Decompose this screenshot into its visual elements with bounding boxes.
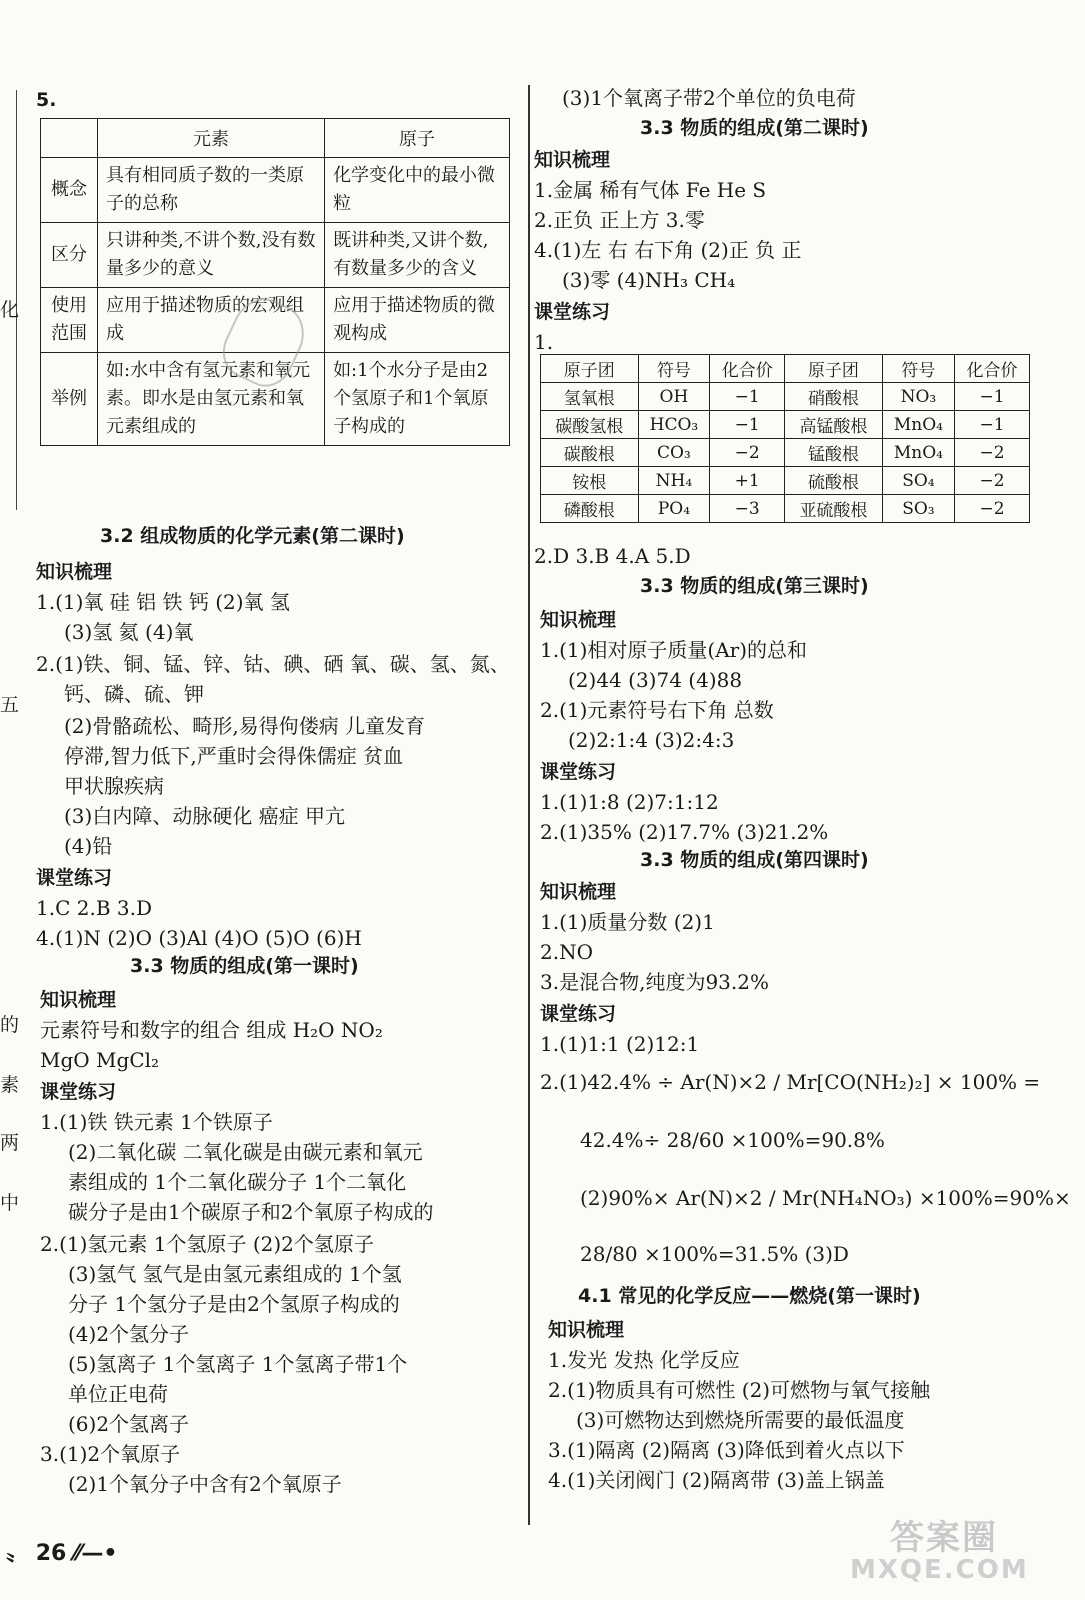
table-header-cell: 化合价	[710, 355, 785, 383]
table-cell: 锰酸根	[785, 439, 883, 467]
table-cell: +1	[710, 467, 785, 495]
answer-line: 1.(1)相对原子质量(Ar)的总和	[540, 638, 808, 662]
element-cell: 如:水中含有氢元素和氧元素。即水是由氢元素和氧元素组成的	[98, 353, 325, 446]
table-row	[541, 411, 1030, 439]
answer-line: 2.(1)42.4% ÷ Ar(N)×2 / Mr[CO(NH₂)₂] × 100% =	[540, 1070, 1041, 1094]
answer-line: 3.是混合物,纯度为93.2%	[540, 970, 769, 994]
table-header-cell: 原子团	[541, 355, 639, 383]
watermark-url: MXQE.COM	[850, 1555, 1029, 1585]
table-header-cell	[41, 119, 98, 158]
table-cell: 铵根	[541, 467, 639, 495]
table-cell: SO₃	[882, 495, 954, 523]
answer-line: (5)氢离子 1个氢离子 1个氢离子带1个	[68, 1352, 408, 1376]
row-label: 使用范围	[41, 288, 98, 353]
edge-fragment: 两	[0, 1132, 20, 1154]
answer-line: 1.(1)铁 铁元素 1个铁原子	[40, 1110, 273, 1134]
answer-line: 甲状腺疾病	[64, 774, 164, 798]
answer-line: (2)44 (3)74 (4)88	[568, 668, 743, 692]
answer-line: 4.(1)左 右 右下角 (2)正 负 正	[534, 238, 802, 262]
element-cell: 具有相同质子数的一类原子的总称	[98, 158, 325, 223]
question-5-label: 5.	[36, 89, 57, 111]
subsection-label: 知识梳理	[40, 989, 117, 1011]
section-heading: 3.3 物质的组成(第二课时)	[640, 117, 869, 139]
page-number-footer	[6, 1536, 117, 1567]
answer-line: 钙、磷、硫、钾	[64, 682, 204, 706]
answer-line: 42.4%÷ 28/60 ×100%=90.8%	[580, 1128, 885, 1152]
answer-line: 2.正负 正上方 3.零	[534, 208, 705, 232]
atom-cell: 应用于描述物质的微观构成	[325, 288, 510, 353]
answer-line: (2)90%× Ar(N)×2 / Mr(NH₄NO₃) ×100%=90%×	[580, 1186, 1071, 1210]
answer-line: (3)氢 氦 (4)氧	[64, 620, 194, 644]
answer-line: (4)铅	[64, 834, 113, 858]
subsection-label: 知识梳理	[540, 881, 617, 903]
edge-fragment: 素	[0, 1074, 20, 1096]
table-header-cell: 元素	[98, 119, 325, 158]
subsection-label: 课堂练习	[36, 867, 113, 889]
section-heading: 3.3 物质的组成(第四课时)	[640, 849, 869, 871]
answer-line: (2)二氧化碳 二氧化碳是由碳元素和氧元	[68, 1140, 423, 1164]
answer-line: 1.(1)氧 硅 铝 铁 钙 (2)氧 氢	[36, 590, 290, 614]
answer-line: (3)零 (4)NH₃ CH₄	[562, 268, 736, 292]
answer-line: 碳分子是由1个碳原子和2个氧原子构成的	[68, 1200, 434, 1224]
answer-line: MgO MgCl₂	[40, 1048, 160, 1072]
row-label: 概念	[41, 158, 98, 223]
answer-line: 1.(1)质量分数 (2)1	[540, 910, 715, 934]
answer-line: 2.(1)35% (2)17.7% (3)21.2%	[540, 820, 829, 844]
table-cell: NH₄	[638, 467, 710, 495]
answer-line: 2.D 3.B 4.A 5.D	[534, 544, 691, 568]
row-label: 区分	[41, 223, 98, 288]
page-number: 26	[35, 1541, 67, 1566]
answer-line: (3)1个氧离子带2个单位的负电荷	[562, 86, 856, 110]
table-cell: −1	[710, 383, 785, 411]
answer-line: 1.(1)1:8 (2)7:1:12	[540, 790, 719, 814]
table-cell: −1	[955, 383, 1030, 411]
edge-fragment: 的	[0, 1014, 20, 1036]
table-header-cell: 原子	[325, 119, 510, 158]
table-cell: SO₄	[882, 467, 954, 495]
subsection-label: 课堂练习	[540, 1003, 617, 1025]
answer-line: (2)1个氧分子中含有2个氧原子	[68, 1472, 342, 1496]
edge-fragment: 化	[0, 299, 20, 321]
table-header-cell: 原子团	[785, 355, 883, 383]
footer-ornament-icon: 〟	[6, 1541, 29, 1566]
table-cell: −1	[955, 411, 1030, 439]
table-cell: 硫酸根	[785, 467, 883, 495]
table-cell: MnO₄	[882, 439, 954, 467]
answer-line: 单位正电荷	[68, 1382, 168, 1406]
table-cell: −2	[955, 439, 1030, 467]
subsection-label: 课堂练习	[40, 1081, 117, 1103]
atom-cell: 如:1个水分子是由2个氢原子和1个氧原子构成的	[325, 353, 510, 446]
table-row	[541, 439, 1030, 467]
answer-line: 1.	[534, 330, 554, 354]
table-row	[541, 383, 1030, 411]
answer-line: (2)骨骼疏松、畸形,易得佝偻病 儿童发育	[64, 714, 426, 738]
answer-line: (3)氢气 氢气是由氢元素组成的 1个氢	[68, 1262, 402, 1286]
answer-line: 2.NO	[540, 940, 593, 964]
answer-line: 4.(1)N (2)O (3)Al (4)O (5)O (6)H	[36, 926, 362, 950]
section-heading: 3.2 组成物质的化学元素(第二课时)	[100, 525, 405, 547]
table-row	[541, 495, 1030, 523]
subsection-label: 知识梳理	[548, 1319, 625, 1341]
table-cell: 碳酸根	[541, 439, 639, 467]
answer-line: 2.(1)物质具有可燃性 (2)可燃物与氧气接触	[548, 1378, 931, 1402]
radical-valence-table	[540, 354, 1030, 523]
answer-line: 28/80 ×100%=31.5% (3)D	[580, 1242, 849, 1266]
table-row	[541, 467, 1030, 495]
watermark-logo: 答案圈	[890, 1518, 998, 1558]
table-cell: −3	[710, 495, 785, 523]
table-cell: 高锰酸根	[785, 411, 883, 439]
answer-line: (2)2:1:4 (3)2:4:3	[568, 728, 735, 752]
atom-cell: 化学变化中的最小微粒	[325, 158, 510, 223]
answer-line: 1.金属 稀有气体 Fe He S	[534, 178, 767, 202]
table-cell: 硝酸根	[785, 383, 883, 411]
table-header-cell: 符号	[638, 355, 710, 383]
table-cell: −1	[710, 411, 785, 439]
table-cell: −2	[955, 467, 1030, 495]
table-row	[41, 223, 510, 288]
table-cell: MnO₄	[882, 411, 954, 439]
table-header-cell: 化合价	[955, 355, 1030, 383]
element-cell: 只讲种类,不讲个数,没有数量多少的意义	[98, 223, 325, 288]
table-cell: 氢氧根	[541, 383, 639, 411]
answer-line: 分子 1个氢分子是由2个氢原子构成的	[68, 1292, 400, 1316]
section-heading: 3.3 物质的组成(第三课时)	[640, 575, 869, 597]
table-cell: 碳酸氢根	[541, 411, 639, 439]
edge-fragment: 五	[0, 694, 20, 716]
answer-line: 2.(1)元素符号右下角 总数	[540, 698, 774, 722]
table-cell: 亚硫酸根	[785, 495, 883, 523]
table-cell: −2	[955, 495, 1030, 523]
answer-line: (3)可燃物达到燃烧所需要的最低温度	[576, 1408, 905, 1432]
table-row	[41, 158, 510, 223]
table-header-row	[41, 119, 510, 158]
table-cell: NO₃	[882, 383, 954, 411]
answer-line: 元素符号和数字的组合 组成 H₂O NO₂	[40, 1018, 383, 1042]
footer-swash-icon: ⁄⁄—•	[73, 1541, 118, 1566]
table-header-row	[541, 355, 1030, 383]
element-cell: 应用于描述物质的宏观组成	[98, 288, 325, 353]
table-cell: HCO₃	[638, 411, 710, 439]
answer-line: (4)2个氢分子	[68, 1322, 190, 1346]
subsection-label: 知识梳理	[540, 609, 617, 631]
table-cell: −2	[710, 439, 785, 467]
subsection-label: 知识梳理	[534, 149, 611, 171]
edge-fragment: 中	[0, 1192, 20, 1214]
table-cell: OH	[638, 383, 710, 411]
answer-line: 3.(1)2个氧原子	[40, 1442, 181, 1466]
table-cell: CO₃	[638, 439, 710, 467]
subsection-label: 知识梳理	[36, 561, 113, 583]
answer-line: 2.(1)氢元素 1个氢原子 (2)2个氢原子	[40, 1232, 374, 1256]
answer-line: (3)白内障、动脉硬化 癌症 甲亢	[64, 804, 346, 828]
section-heading: 4.1 常见的化学反应——燃烧(第一课时)	[578, 1285, 921, 1307]
answer-line: 1.C 2.B 3.D	[36, 896, 152, 920]
element-atom-table	[40, 118, 510, 446]
answer-line: 1.发光 发热 化学反应	[548, 1348, 740, 1372]
table-cell: PO₄	[638, 495, 710, 523]
answer-line: (6)2个氢离子	[68, 1412, 190, 1436]
table-cell: 磷酸根	[541, 495, 639, 523]
answer-line: 3.(1)隔离 (2)隔离 (3)降低到着火点以下	[548, 1438, 905, 1462]
section-heading: 3.3 物质的组成(第一课时)	[130, 955, 359, 977]
row-label: 举例	[41, 353, 98, 446]
subsection-label: 课堂练习	[540, 761, 617, 783]
answer-line: 停滞,智力低下,严重时会得侏儒症 贫血	[64, 744, 404, 768]
answer-line: 2.(1)铁、铜、锰、锌、钴、碘、硒 氧、碳、氢、氮、	[36, 652, 510, 676]
answer-line: 4.(1)关闭阀门 (2)隔离带 (3)盖上锅盖	[548, 1468, 885, 1492]
answer-line: 素组成的 1个二氧化碳分子 1个二氧化	[68, 1170, 407, 1194]
column-divider	[528, 85, 530, 1525]
table-header-cell: 符号	[882, 355, 954, 383]
answer-line: 1.(1)1:1 (2)12:1	[540, 1032, 700, 1056]
atom-cell: 既讲种类,又讲个数,有数量多少的含义	[325, 223, 510, 288]
subsection-label: 课堂练习	[534, 301, 611, 323]
